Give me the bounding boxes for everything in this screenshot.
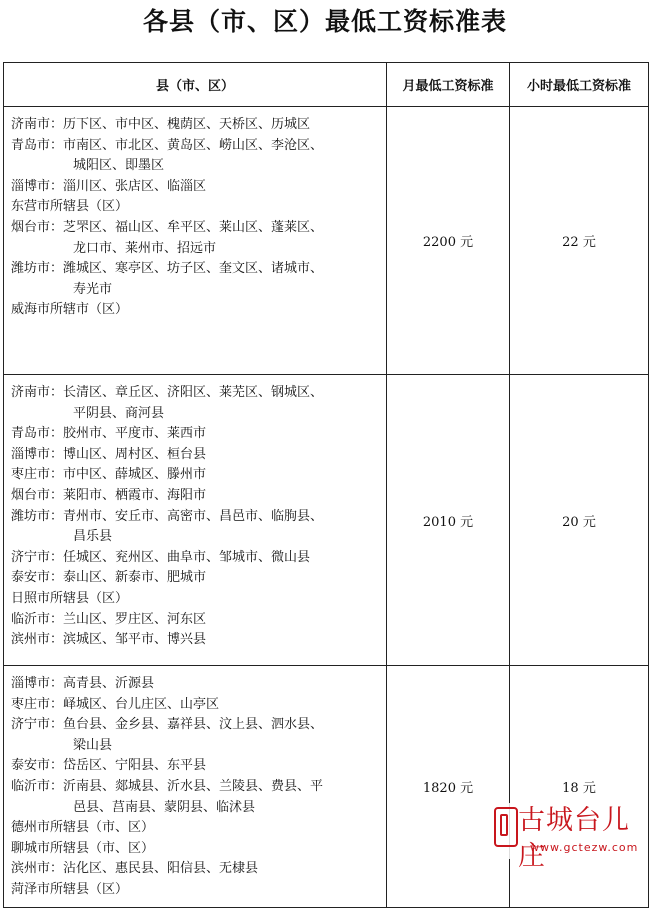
table-body: [4, 107, 649, 908]
minimum-wage-table: [3, 62, 649, 908]
watermark-url: www.gctezw.com: [530, 841, 639, 854]
region-line: 威海市所辖市（区）: [11, 302, 129, 318]
region-line: 烟台市：莱阳市、栖霞市、海阳市: [11, 487, 207, 503]
watermark-name: 古城台儿庄: [518, 805, 630, 872]
watermark: [492, 803, 642, 872]
table-row: [4, 107, 649, 375]
header-monthly-wage: 月最低工资标准: [387, 63, 510, 107]
region-cell: [4, 107, 387, 375]
region-line: 济南市：长清区、章丘区、济阳区、莱芜区、钢城区、: [11, 385, 324, 400]
region-line: 平阴县、商河县: [73, 405, 165, 421]
region-cell: [4, 666, 387, 908]
region-line: 潍坊市：青州市、安丘市、高密市、昌邑市、临朐县、: [11, 508, 324, 524]
region-line: 济南市：历下区、市中区、槐荫区、天桥区、历城区: [11, 117, 311, 132]
region-line: 临沂市：兰山区、罗庄区、河东区: [11, 611, 207, 627]
region-line: 济宁市：鱼台县、金乡县、嘉祥县、汶上县、泗水县、: [11, 717, 324, 733]
region-line: 龙口市、莱州市、招远市: [73, 240, 217, 256]
region-line: 城阳区、即墨区: [73, 158, 165, 174]
page-title: 各县（市、区）最低工资标准表: [142, 7, 507, 36]
hourly-wage-cell: 20 元: [510, 375, 649, 666]
region-line: 滨州市：沾化区、惠民县、阳信县、无棣县: [11, 861, 259, 877]
region-line: 烟台市：芝罘区、福山区、牟平区、莱山区、蓬莱区、: [11, 219, 324, 235]
region-line: 潍坊市：潍城区、寒亭区、坊子区、奎文区、诸城市、: [11, 261, 324, 277]
region-line: 德州市所辖县（市、区）: [11, 820, 155, 836]
monthly-wage-cell: 2010 元: [387, 375, 510, 666]
seal-icon: [494, 807, 518, 847]
region-line: 泰安市：岱岳区、宁阳县、东平县: [11, 758, 207, 774]
hourly-wage-cell: 18 元: [510, 666, 649, 908]
region-line: 邑县、莒南县、蒙阴县、临沭县: [73, 799, 256, 815]
region-line: 淄博市：淄川区、张店区、临淄区: [11, 178, 207, 194]
region-line: 聊城市所辖县（市、区）: [11, 840, 155, 856]
region-line: 泰安市：泰山区、新泰市、肥城市: [11, 570, 207, 586]
region-line: 临沂市：沂南县、郯城县、沂水县、兰陵县、费县、平: [11, 778, 324, 794]
region-line: 菏泽市所辖县（区）: [11, 881, 129, 897]
region-line: 青岛市：市南区、市北区、黄岛区、崂山区、李沧区、: [11, 137, 324, 153]
monthly-wage-cell: 1820 元: [387, 666, 510, 908]
region-line: 淄博市：高青县、沂源县: [11, 676, 155, 691]
region-line: 枣庄市：峄城区、台儿庄区、山亭区: [11, 696, 220, 712]
header-region: 县（市、区）: [4, 63, 387, 107]
region-line: 梁山县: [73, 737, 113, 753]
region-line: 济宁市：任城区、兖州区、曲阜市、邹城市、微山县: [11, 549, 311, 565]
table-row: [4, 375, 649, 666]
region-line: 东营市所辖县（区）: [11, 199, 129, 215]
region-cell: [4, 375, 387, 666]
header-hourly-wage: 小时最低工资标准: [510, 63, 649, 107]
region-line: 滨州市：滨城区、邹平市、博兴县: [11, 632, 207, 648]
table-header-row: [4, 63, 649, 107]
region-line: 淄博市：博山区、周村区、桓台县: [11, 446, 207, 462]
monthly-wage-cell: 2200 元: [387, 107, 510, 375]
region-line: 日照市所辖县（区）: [11, 590, 129, 606]
region-line: 寿光市: [73, 281, 113, 297]
hourly-wage-cell: 22 元: [510, 107, 649, 375]
region-line: 枣庄市：市中区、薛城区、滕州市: [11, 467, 207, 483]
region-line: 昌乐县: [73, 529, 113, 545]
region-line: 青岛市：胶州市、平度市、莱西市: [11, 426, 207, 442]
